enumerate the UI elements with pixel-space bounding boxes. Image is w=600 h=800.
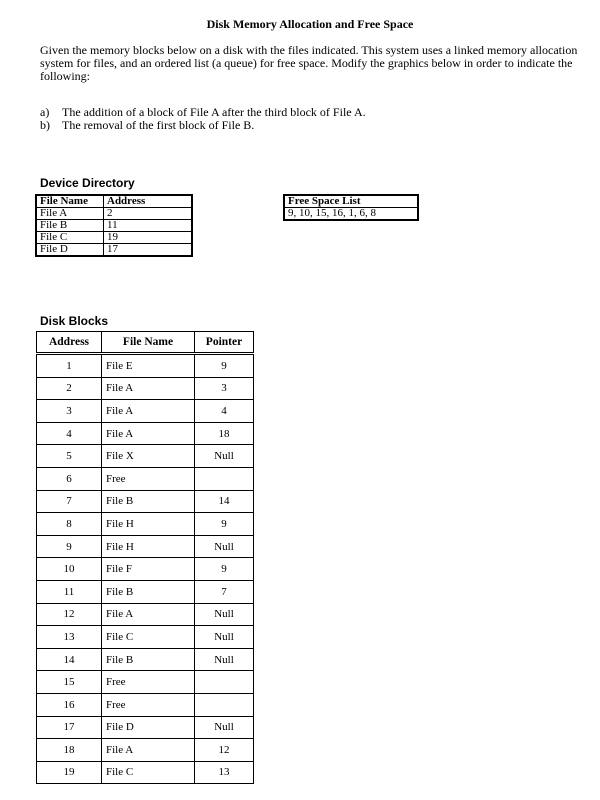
address-cell: 12 [37,603,102,626]
address-cell: 17 [37,716,102,739]
pointer-cell: 13 [195,761,254,784]
pointer-cell: Null [195,626,254,649]
file-name-cell: File A [102,377,195,400]
column-header: Address [104,195,193,208]
file-name-cell: File B [102,490,195,513]
free-space-list-table [283,194,419,221]
table-header-row [36,195,192,208]
file-name-cell: File D [36,244,104,257]
table-row [284,208,418,221]
table-row [37,603,254,626]
table-row [37,761,254,784]
address-cell: 9 [37,535,102,558]
pointer-cell [195,671,254,694]
address-cell: 3 [37,400,102,423]
table-row [37,693,254,716]
address-cell: 11 [37,580,102,603]
address-cell: 5 [37,445,102,468]
file-name-cell: File D [102,716,195,739]
file-name-cell: File F [102,558,195,581]
pointer-cell: Null [195,603,254,626]
table-row [37,467,254,490]
file-name-cell: File A [102,400,195,423]
table-row [36,208,192,220]
intro-paragraph: Given the memory blocks below on a disk with the files indicated. This system uses a linked memory allocation system for files, and an ordered list (a queue) for free space. Modify the graphics below in order to indicate the following: [40,43,578,83]
address-cell: 16 [37,693,102,716]
pointer-cell: 7 [195,580,254,603]
address-cell: 11 [104,220,193,232]
table-row [36,232,192,244]
pointer-cell: 9 [195,513,254,536]
pointer-cell: 3 [195,377,254,400]
table-row [37,490,254,513]
pointer-cell: Null [195,716,254,739]
address-cell: 17 [104,244,193,257]
table-row [36,220,192,232]
file-name-cell: File C [102,626,195,649]
disk-blocks-heading: Disk Blocks [40,314,109,328]
file-name-cell: Free [102,671,195,694]
file-name-cell: File A [102,422,195,445]
address-cell: 14 [37,648,102,671]
task-letter: b) [40,118,50,132]
table-row [37,716,254,739]
device-directory-heading: Device Directory [40,176,135,190]
file-name-cell: File X [102,445,195,468]
table-row [37,648,254,671]
pointer-cell [195,693,254,716]
pointer-cell: 9 [195,558,254,581]
task-letter: a) [40,105,50,119]
task-text: The addition of a block of File A after the third block of File A. [62,105,366,119]
file-name-cell: File H [102,513,195,536]
pointer-cell [195,467,254,490]
address-cell: 19 [37,761,102,784]
pointer-cell: 9 [195,354,254,378]
table-row [37,400,254,423]
column-header: Pointer [195,332,254,354]
pointer-cell: 4 [195,400,254,423]
table-row [37,671,254,694]
pointer-cell: 12 [195,739,254,762]
table-row [37,739,254,762]
address-cell: 18 [37,739,102,762]
pointer-cell: 14 [195,490,254,513]
address-cell: 8 [37,513,102,536]
pointer-cell: 18 [195,422,254,445]
table-row [37,377,254,400]
disk-blocks-body [37,354,254,784]
column-header: File Name [102,332,195,354]
table-row [37,558,254,581]
file-name-cell: File A [102,603,195,626]
table-header-row [284,195,418,208]
address-cell: 4 [37,422,102,445]
free-space-value: 9, 10, 15, 16, 1, 6, 8 [284,208,418,221]
table-row [37,422,254,445]
address-cell: 2 [37,377,102,400]
task-b [40,119,254,132]
address-cell: 1 [37,354,102,378]
file-name-cell: File C [36,232,104,244]
address-cell: 13 [37,626,102,649]
file-name-cell: File B [102,580,195,603]
pointer-cell: Null [195,445,254,468]
table-row [37,513,254,536]
column-header: Address [37,332,102,354]
device-directory-table [35,194,193,257]
file-name-cell: Free [102,467,195,490]
table-row [37,445,254,468]
file-name-cell: Free [102,693,195,716]
address-cell: 19 [104,232,193,244]
address-cell: 15 [37,671,102,694]
pointer-cell: Null [195,648,254,671]
address-cell: 7 [37,490,102,513]
file-name-cell: File A [36,208,104,220]
address-cell: 2 [104,208,193,220]
file-name-cell: File H [102,535,195,558]
table-row [37,354,254,378]
address-cell: 6 [37,467,102,490]
task-text: The removal of the first block of File B. [62,118,255,132]
table-header-row [37,332,254,354]
column-header: File Name [36,195,104,208]
file-name-cell: File C [102,761,195,784]
table-row [37,535,254,558]
table-row [37,626,254,649]
file-name-cell: File E [102,354,195,378]
table-row [37,580,254,603]
address-cell: 10 [37,558,102,581]
file-name-cell: File B [102,648,195,671]
free-space-header: Free Space List [284,195,418,208]
pointer-cell: Null [195,535,254,558]
device-directory-body [36,208,192,257]
file-name-cell: File B [36,220,104,232]
file-name-cell: File A [102,739,195,762]
table-row [36,244,192,257]
disk-blocks-table [36,331,254,784]
document-title: Disk Memory Allocation and Free Space [206,17,414,31]
